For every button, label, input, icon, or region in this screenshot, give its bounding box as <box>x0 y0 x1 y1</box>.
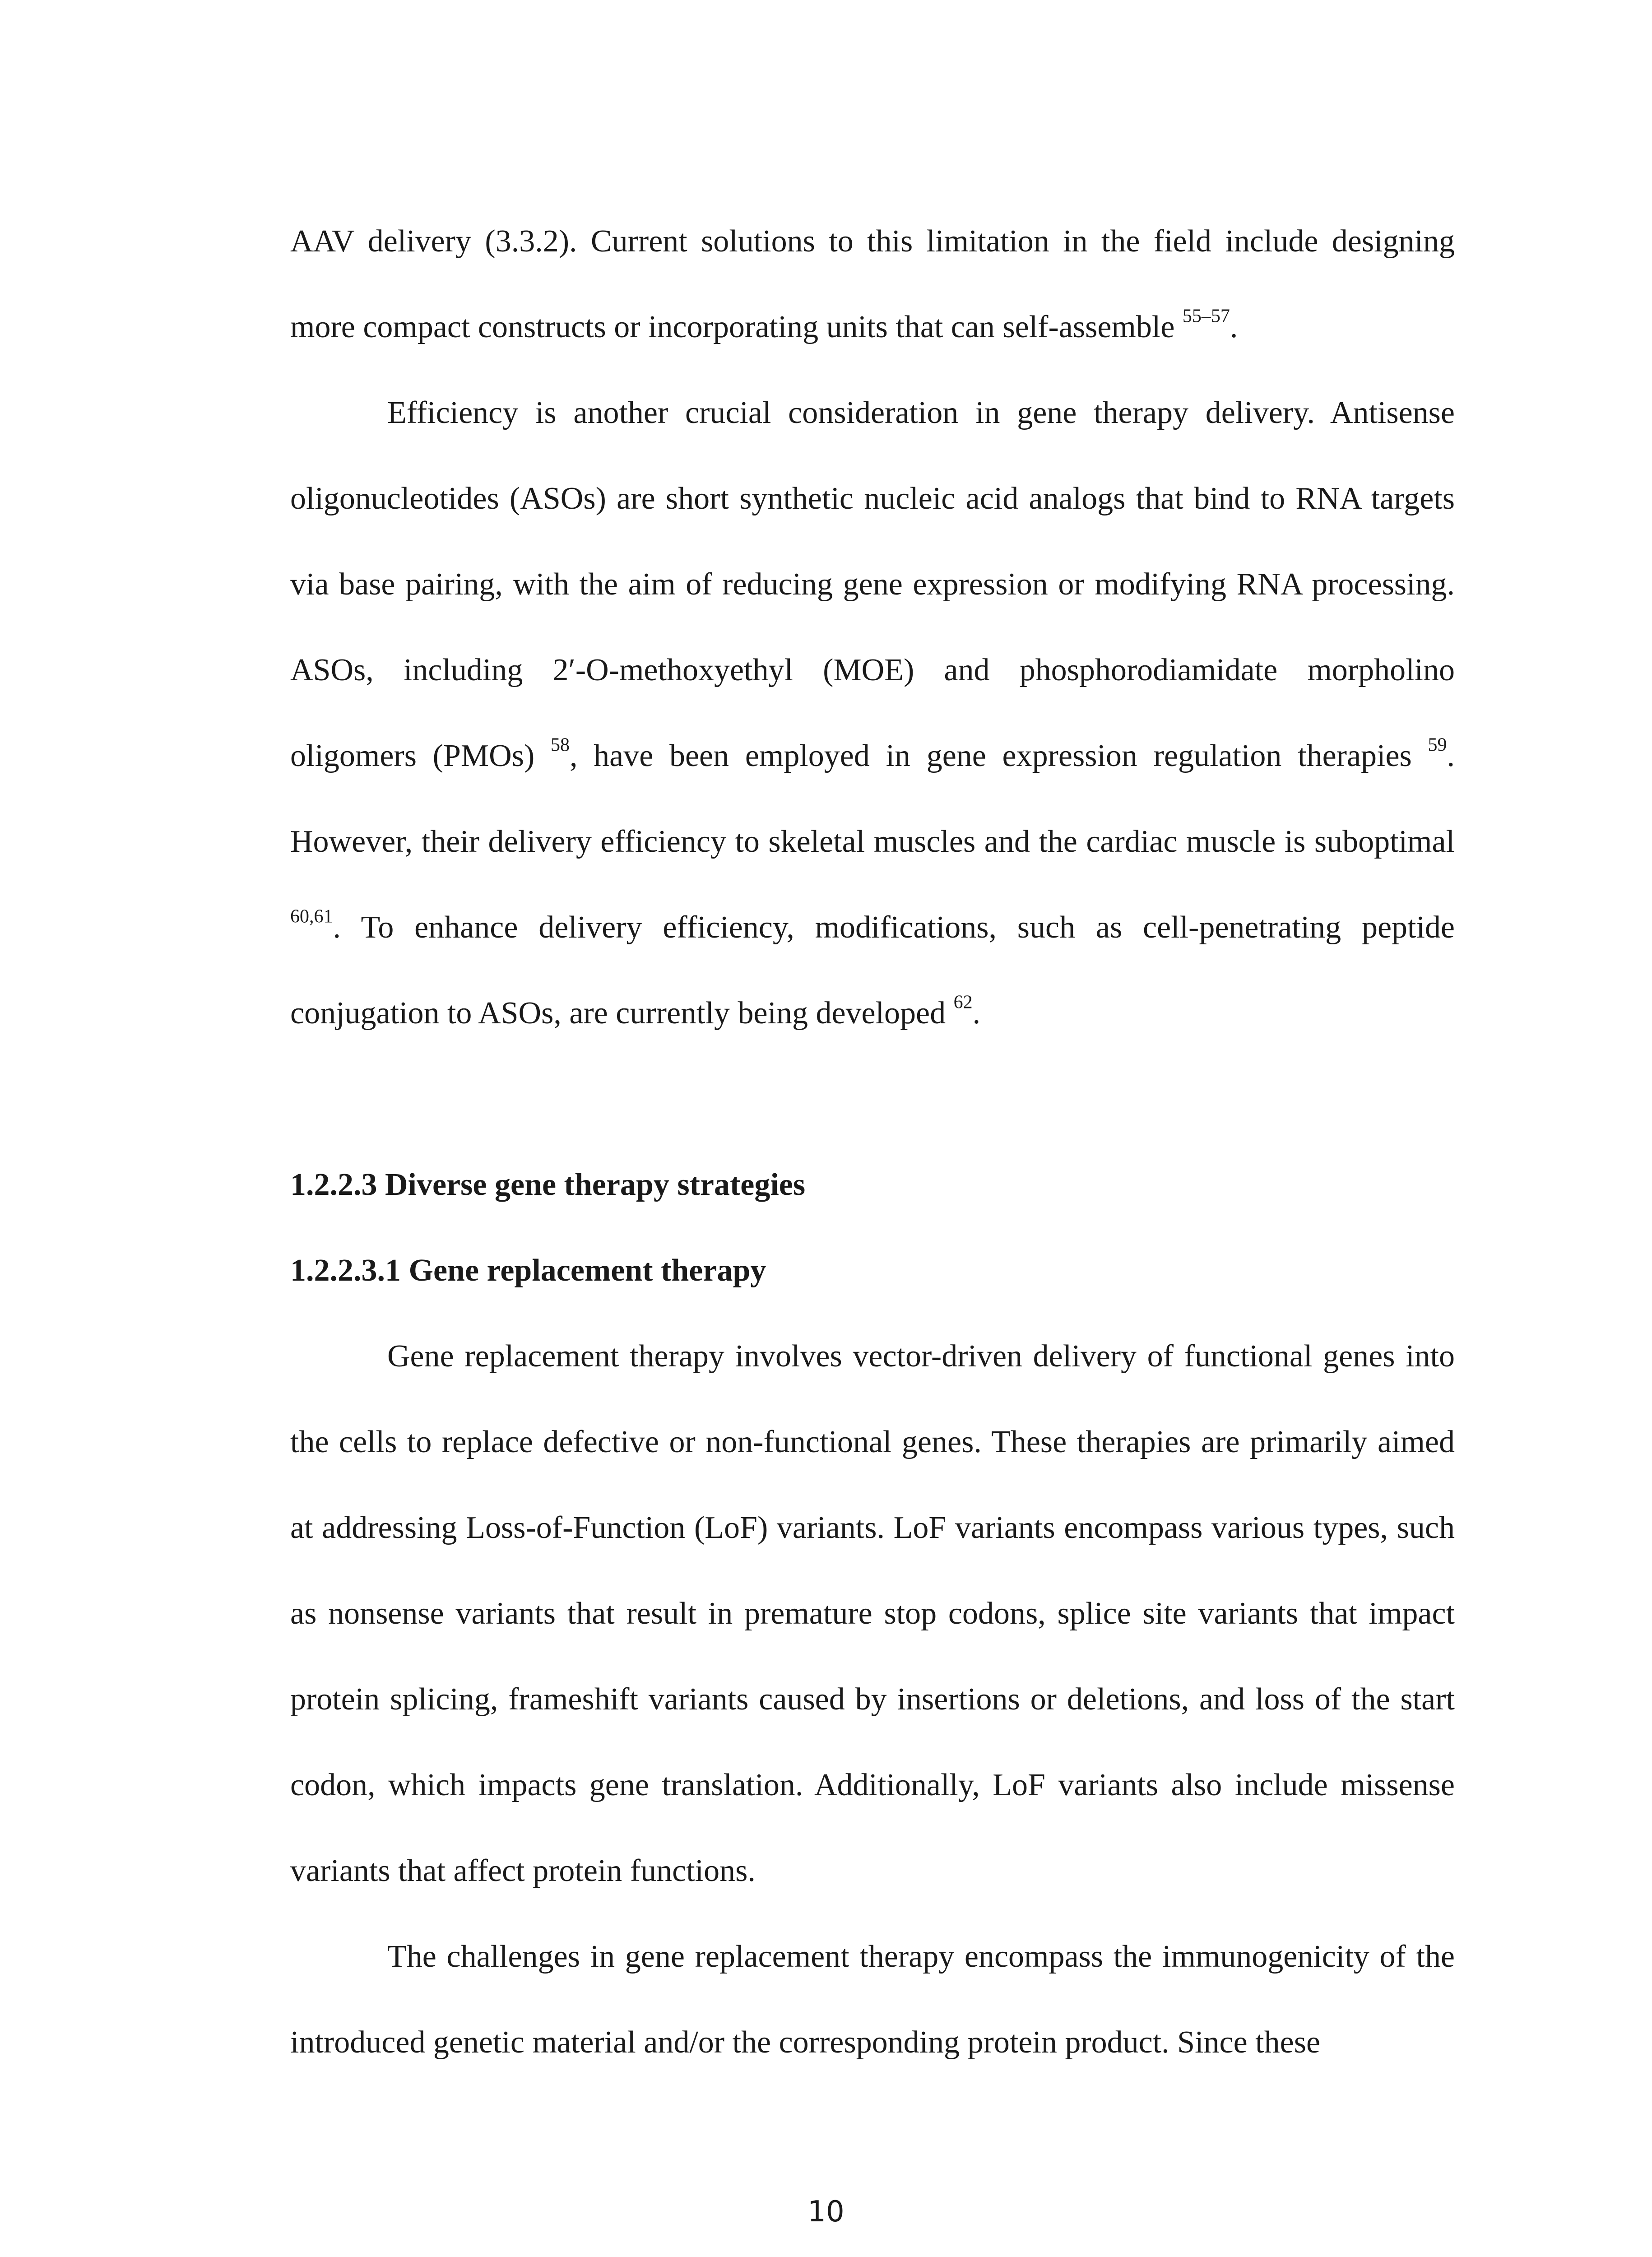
body-text <box>290 199 1455 2085</box>
citation-ref: 60,61 <box>290 906 333 927</box>
punctuation: . <box>1230 310 1238 344</box>
paragraph-challenges: The challenges in gene replacement therapy encompass the immunogenicity of the introduced genetic material and/or the corresponding protein product. Since these <box>290 1939 1455 2060</box>
citation-ref: 59 <box>1428 734 1447 756</box>
page-number: 10 <box>807 2195 845 2229</box>
citation-ref: 58 <box>550 734 570 756</box>
punctuation: . <box>972 996 981 1031</box>
paragraph-text: . To enhance delivery efficiency, modifications, such as cell-penetrating peptide conjugation to ASOs, are currently being developed <box>290 910 1455 1031</box>
citation-ref: 62 <box>953 992 973 1013</box>
paragraph-aav-delivery <box>290 199 1455 370</box>
citation-ref: 55–57 <box>1182 306 1230 327</box>
subsection-heading: 1.2.2.3.1 Gene replacement therapy <box>290 1253 766 1288</box>
section-heading: 1.2.2.3 Diverse gene therapy strategies <box>290 1167 806 1202</box>
paragraph-gene-replacement: Gene replacement therapy involves vector-driven delivery of functional genes into the cells to replace defective or non-functional genes. These therapies are primarily aimed at addressing Loss-of-Function (LoF) variants. LoF variants encompass various types, such as nonsense variants that result in premature stop codons, splice site variants that impact protein splicing, frameshift variants caused by insertions or deletions, and loss of the start codon, which impacts gene translation. Additionally, LoF variants also include missense variants that affect protein functions. <box>290 1339 1455 1888</box>
paragraph-text: Efficiency is another crucial consideration in gene therapy delivery. Antisense oligonucleotides (ASOs) are short synthetic nucleic acid analogs that bind to RNA targets via base pairing, with the aim of reducing gene expression or modifying RNA processing. ASOs, including 2′-O-methoxyethyl (MOE) and phosphorodiamidate morpholino oligomers (PMOs) <box>290 395 1455 773</box>
paragraph-text: , have been employed in gene expression regulation therapies <box>569 738 1428 773</box>
paragraph-text: . However, their delivery efficiency to skeletal muscles and the cardiac muscle is suboptimal <box>290 738 1455 859</box>
paragraph-efficiency <box>290 370 1455 1056</box>
paragraph-text: AAV delivery (3.3.2). Current solutions to this limitation in the field include designing more compact constructs or incorporating units that can self-assemble <box>290 224 1455 344</box>
